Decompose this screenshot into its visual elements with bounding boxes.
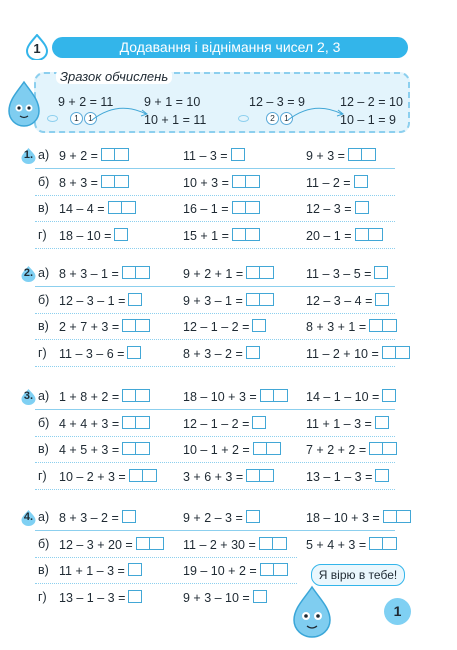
answer-box[interactable] — [128, 563, 142, 576]
answer-box[interactable] — [260, 563, 288, 576]
equation-text: 12 – 3 + 20 = — [59, 537, 133, 552]
exercise-number-label: 1. — [23, 149, 34, 161]
equation — [59, 389, 150, 404]
answer-box[interactable] — [246, 266, 274, 279]
equation-text: 19 – 10 + 2 = — [183, 564, 257, 578]
row-label: г) — [38, 345, 47, 360]
equation — [183, 228, 260, 243]
exercise-number-label: 2. — [23, 267, 34, 279]
equation-text: 8 + 3 = — [59, 175, 98, 190]
answer-box[interactable] — [108, 201, 136, 214]
row-label: г) — [38, 589, 47, 604]
equation-text: 12 – 3 = — [306, 202, 352, 216]
answer-box[interactable] — [259, 537, 287, 550]
sample-eq-5: 12 – 2 = 10 — [340, 95, 403, 109]
split-circle: 1 — [70, 112, 83, 125]
equation-text: 11 + 1 – 3 = — [59, 564, 125, 578]
row-divider — [35, 248, 395, 249]
page-title: Додавання і віднімання чисел 2, 3 — [52, 37, 408, 58]
row-divider — [35, 409, 395, 410]
answer-box[interactable] — [128, 590, 142, 603]
answer-box[interactable] — [246, 346, 260, 359]
equation — [183, 201, 260, 216]
equation — [183, 148, 245, 163]
equation — [59, 590, 142, 605]
answer-box[interactable] — [114, 228, 128, 241]
answer-box[interactable] — [252, 319, 266, 332]
equation — [59, 201, 136, 216]
equation — [183, 346, 260, 361]
equation — [306, 389, 396, 404]
row-divider — [35, 366, 395, 367]
equation — [306, 416, 389, 431]
answer-box[interactable] — [246, 293, 274, 306]
equation-text: 9 + 3 = — [306, 149, 345, 163]
answer-box[interactable] — [128, 293, 142, 306]
equation-text: 10 + 3 = — [183, 175, 229, 190]
answer-box[interactable] — [375, 293, 389, 306]
sample-eq-1: 9 + 2 = 11 — [58, 95, 114, 109]
answer-box[interactable] — [369, 442, 397, 455]
arrow-icon — [90, 100, 150, 122]
equation-text: 9 + 2 + 1 = — [183, 267, 244, 281]
row-divider — [35, 221, 395, 222]
answer-box[interactable] — [260, 389, 288, 402]
answer-box[interactable] — [253, 590, 267, 603]
equation-text: 8 + 3 – 1 = — [59, 267, 119, 281]
equation-text: 10 – 1 + 2 = — [183, 443, 250, 457]
equation — [306, 319, 397, 334]
exercise-number-label: 4. — [23, 511, 34, 523]
equation — [59, 416, 150, 431]
row-label: б) — [38, 174, 50, 189]
equation-text: 12 – 1 – 2 = — [183, 320, 250, 334]
equation — [59, 266, 150, 281]
equation — [306, 228, 383, 243]
row-label: б) — [38, 292, 50, 307]
equation-text: 8 + 3 – 2 = — [59, 511, 119, 525]
equation-text: 8 + 3 – 2 = — [183, 346, 243, 361]
answer-box[interactable] — [122, 416, 150, 429]
equation — [306, 201, 369, 216]
equation — [306, 469, 389, 484]
equation-text: 14 – 1 – 10 = — [306, 390, 380, 404]
lesson-number: 1 — [33, 41, 41, 56]
answer-box[interactable] — [253, 442, 281, 455]
exercise-number — [20, 388, 37, 405]
equation-text: 14 – 4 = — [59, 202, 105, 216]
row-label: в) — [38, 319, 49, 333]
sample-eq-4: 12 – 3 = 9 — [249, 95, 305, 109]
sample-eq-3: 10 + 1 = 11 — [144, 113, 207, 127]
answer-box[interactable] — [101, 148, 129, 161]
equation — [59, 228, 128, 243]
row-label: а) — [38, 510, 50, 524]
answer-box[interactable] — [246, 510, 260, 523]
equation-text: 11 – 3 – 6 = — [59, 346, 125, 361]
answer-box[interactable] — [375, 416, 389, 429]
equation-text: 5 + 4 + 3 = — [306, 537, 367, 552]
equation — [59, 148, 129, 163]
row-label: а) — [38, 266, 50, 280]
answer-box[interactable] — [231, 148, 245, 161]
equation — [59, 293, 142, 308]
equation — [183, 442, 281, 457]
page-number: 1 — [384, 598, 411, 625]
exercise-number — [20, 509, 37, 526]
row-divider — [35, 195, 395, 196]
answer-box[interactable] — [382, 389, 396, 402]
equation-text: 9 + 3 – 1 = — [183, 293, 243, 308]
equation — [183, 266, 274, 281]
equation-text: 11 – 3 = — [183, 149, 228, 163]
equation — [59, 537, 164, 552]
equation — [306, 442, 397, 457]
equation-text: 12 – 1 – 2 = — [183, 416, 250, 431]
answer-box[interactable] — [122, 266, 150, 279]
row-divider — [35, 462, 395, 463]
equation — [59, 563, 142, 578]
answer-box[interactable] — [122, 442, 150, 455]
answer-box[interactable] — [369, 537, 397, 550]
split-circle: 2 — [266, 112, 279, 125]
mascot-drop-icon — [290, 584, 334, 640]
row-divider — [35, 436, 395, 437]
row-label: а) — [38, 389, 50, 403]
equation — [183, 510, 260, 525]
answer-box[interactable] — [122, 389, 150, 402]
row-label: б) — [38, 415, 50, 430]
equation-text: 3 + 6 + 3 = — [183, 469, 244, 484]
row-label: в) — [38, 201, 49, 215]
equation-text: 11 – 2 + 10 = — [306, 346, 379, 361]
answer-box[interactable] — [382, 346, 410, 359]
equation — [59, 175, 129, 190]
answer-box[interactable] — [127, 346, 141, 359]
equation-text: 18 – 10 = — [59, 228, 112, 243]
row-divider — [35, 286, 395, 287]
equation — [183, 389, 288, 404]
arrow-icon — [286, 100, 346, 122]
equation — [306, 537, 397, 552]
equation — [59, 346, 141, 361]
equation-text: 9 + 2 – 3 = — [183, 511, 243, 525]
answer-box[interactable] — [354, 175, 368, 188]
split-circle: 1 — [84, 112, 97, 125]
sample-title: Зразок обчислень — [56, 69, 172, 84]
equation — [183, 563, 288, 578]
answer-box[interactable] — [122, 319, 150, 332]
answer-box[interactable] — [232, 175, 260, 188]
answer-box[interactable] — [232, 228, 260, 241]
equation — [306, 148, 376, 163]
answer-box[interactable] — [252, 416, 266, 429]
equation-text: 18 – 10 + 3 = — [183, 390, 257, 404]
equation — [59, 442, 150, 457]
row-label: а) — [38, 148, 50, 162]
equation — [183, 469, 274, 484]
equation — [306, 510, 411, 525]
equation-text: 11 – 2 + 30 = — [183, 537, 256, 552]
encouragement-bubble: Я вірю в тебе! — [311, 564, 405, 586]
answer-box[interactable] — [383, 510, 411, 523]
equation — [183, 416, 266, 431]
equation — [59, 319, 150, 334]
equation — [183, 537, 287, 552]
equation-text: 4 + 5 + 3 = — [59, 443, 120, 457]
equation — [183, 175, 260, 190]
row-label: в) — [38, 442, 49, 456]
answer-box[interactable] — [374, 266, 388, 279]
row-divider — [35, 557, 297, 558]
equation-text: 12 – 3 – 1 = — [59, 293, 126, 308]
sample-eq-2: 9 + 1 = 10 — [144, 95, 201, 109]
equation-text: 11 + 1 – 3 = — [306, 416, 372, 431]
mascot-drop-icon — [6, 80, 42, 128]
equation-text: 2 + 7 + 3 = — [59, 320, 120, 334]
equation-text: 13 – 1 – 3 = — [306, 469, 373, 484]
equation-text: 11 – 3 – 5 = — [306, 267, 372, 281]
answer-box[interactable] — [355, 228, 383, 241]
equation — [306, 175, 368, 190]
equation-text: 12 – 3 – 4 = — [306, 293, 373, 308]
sample-eq-6: 10 – 1 = 9 — [340, 113, 396, 127]
answer-box[interactable] — [129, 469, 157, 482]
answer-box[interactable] — [122, 510, 136, 523]
answer-box[interactable] — [101, 175, 129, 188]
equation-text: 15 + 1 = — [183, 228, 229, 243]
equation-text: 9 + 2 = — [59, 149, 98, 163]
equation-text: 9 + 3 – 10 = — [183, 590, 250, 605]
equation — [306, 293, 389, 308]
answer-box[interactable] — [232, 201, 260, 214]
equation-text: 7 + 2 + 2 = — [306, 443, 367, 457]
equation — [306, 266, 388, 281]
answer-box[interactable] — [375, 469, 389, 482]
row-label: г) — [38, 227, 47, 242]
answer-box[interactable] — [246, 469, 274, 482]
row-label: г) — [38, 468, 47, 483]
equation-text: 16 – 1 = — [183, 202, 229, 216]
equation — [306, 346, 410, 361]
equation — [183, 319, 266, 334]
row-label: в) — [38, 563, 49, 577]
row-divider — [35, 489, 395, 490]
row-divider — [35, 313, 395, 314]
equation-text: 8 + 3 + 1 = — [306, 320, 367, 334]
equation — [183, 293, 274, 308]
decor-oval — [238, 115, 249, 122]
equation-text: 13 – 1 – 3 = — [59, 590, 126, 605]
equation — [183, 590, 267, 605]
row-divider — [35, 339, 395, 340]
decor-oval — [47, 115, 58, 122]
row-divider — [35, 168, 395, 169]
exercise-number-label: 3. — [23, 390, 34, 402]
equation-text: 18 – 10 + 3 = — [306, 511, 380, 525]
equation-text: 1 + 8 + 2 = — [59, 390, 120, 404]
equation-text: 11 – 2 = — [306, 175, 351, 190]
equation-text: 20 – 1 = — [306, 228, 352, 243]
answer-box[interactable] — [348, 148, 376, 161]
answer-box[interactable] — [355, 201, 369, 214]
exercise-number — [20, 265, 37, 282]
row-label: б) — [38, 536, 50, 551]
answer-box[interactable] — [136, 537, 164, 550]
row-divider — [35, 583, 297, 584]
equation-text: 10 – 2 + 3 = — [59, 469, 126, 484]
equation-text: 4 + 4 + 3 = — [59, 416, 120, 431]
exercise-number — [20, 147, 37, 164]
equation — [59, 510, 136, 525]
equation — [59, 469, 157, 484]
row-divider — [35, 530, 395, 531]
split-circle: 1 — [280, 112, 293, 125]
answer-box[interactable] — [369, 319, 397, 332]
